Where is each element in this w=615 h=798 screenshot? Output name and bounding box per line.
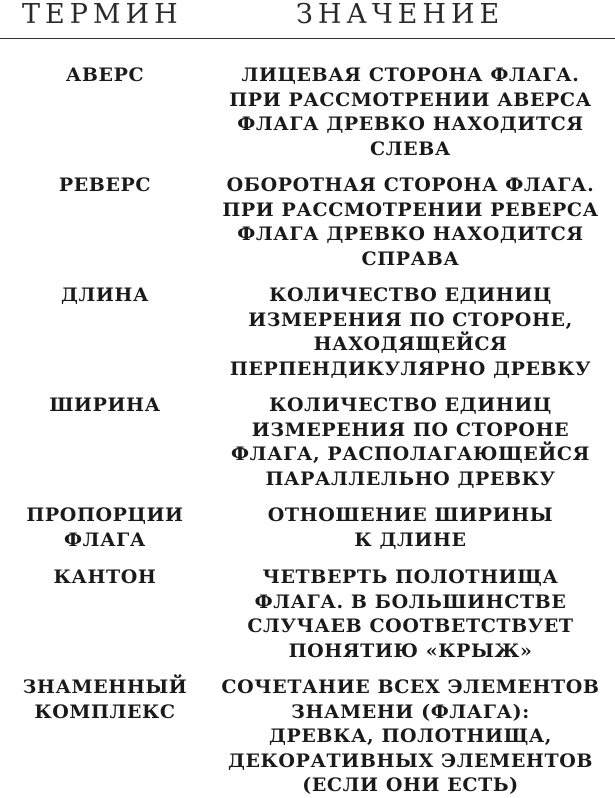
meaning-cell: КОЛИЧЕСТВО ЕДИНИЦ ИЗМЕРЕНИЯ ПО СТОРОНЕ ФЛАГА, РАСПОЛАГАЮЩЕЙСЯ ПАРАЛЛЕЛЬНО ДРЕВКУ [231, 394, 590, 490]
column-header-term: ТЕРМИН [22, 0, 183, 30]
meaning-cell: СОЧЕТАНИЕ ВСЕХ ЭЛЕМЕНТОВ ЗНАМЕНИ (ФЛАГА): ДРЕВКА, ПОЛОТНИЩА, ДЕКОРАТИВНЫХ ЭЛЕМЕНТОВ (ЕСЛИ ОНИ ЕСТЬ) [221, 676, 600, 796]
table-header [0, 0, 615, 39]
term-cell: ПРОПОРЦИИ ФЛАГА [26, 504, 184, 551]
meaning-cell: ОТНОШЕНИЕ ШИРИНЫ К ДЛИНЕ [267, 504, 554, 551]
term-cell: РЕВЕРС [58, 174, 152, 196]
meaning-cell: КОЛИЧЕСТВО ЕДИНИЦ ИЗМЕРЕНИЯ ПО СТОРОНЕ, НАХОДЯЩЕЙСЯ ПЕРПЕНДИКУЛЯРНО ДРЕВКУ [229, 284, 592, 380]
meaning-cell: ОБОРОТНАЯ СТОРОНА ФЛАГА. ПРИ РАССМОТРЕНИИ РЕВЕРСА ФЛАГА ДРЕВКО НАХОДИТСЯ СПРАВА [222, 174, 599, 270]
term-cell: ЗНАМЕННЫЙ КОМПЛЕКС [22, 676, 188, 723]
term-cell: ШИРИНА [49, 394, 161, 416]
column-header-meaning: ЗНАЧЕНИЕ [296, 0, 505, 30]
meaning-cell: ЛИЦЕВАЯ СТОРОНА ФЛАГА. ПРИ РАССМОТРЕНИИ АВЕРСА ФЛАГА ДРЕВКО НАХОДИТСЯ СЛЕВА [229, 64, 592, 160]
term-cell: КАНТОН [53, 566, 157, 588]
term-cell: АВЕРС [65, 64, 145, 86]
term-cell: ДЛИНА [60, 284, 150, 306]
meaning-cell: ЧЕТВЕРТЬ ПОЛОТНИЩА ФЛАГА. В БОЛЬШИНСТВЕ СЛУЧАЕВ СООТВЕТСТВУЕТ ПОНЯТИЮ «КРЫЖ» [247, 566, 574, 662]
